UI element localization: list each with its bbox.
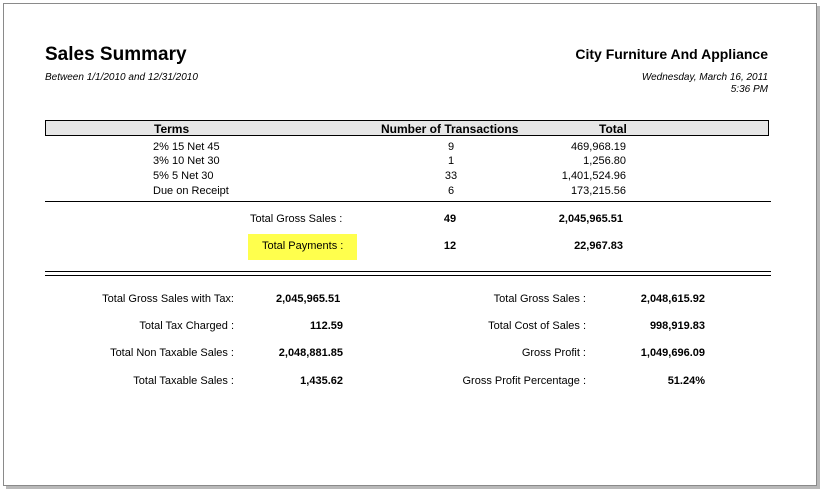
row-total: 1,256.80	[583, 155, 626, 167]
gross-sales-total: 2,045,965.51	[558, 213, 623, 225]
column-header-terms: Terms	[154, 122, 190, 136]
table-row	[45, 170, 769, 184]
summary-left-label: Total Tax Charged :	[139, 320, 234, 332]
summary-left-value: 112.59	[309, 320, 343, 332]
double-divider-bottom	[45, 275, 771, 276]
table-row	[45, 185, 769, 199]
row-count: 1	[447, 155, 455, 167]
gross-sales-label: Total Gross Sales :	[250, 213, 343, 225]
summary-right-label: Gross Profit :	[521, 347, 586, 359]
summary-left-label: Total Taxable Sales :	[133, 375, 234, 387]
row-count: 9	[447, 141, 455, 153]
row-terms: 5% 5 Net 30	[153, 170, 214, 182]
column-header-total: Total	[599, 122, 627, 136]
payments-count: 12	[443, 240, 457, 252]
gross-sales-count: 49	[443, 213, 457, 225]
report-page	[3, 3, 817, 486]
table-row	[45, 141, 769, 155]
summary-left-label: Total Gross Sales with Tax:	[102, 293, 234, 305]
row-count: 6	[447, 185, 455, 197]
summary-left-value: 2,048,881.85	[278, 347, 343, 359]
row-total: 1,401,524.96	[561, 170, 626, 182]
report-date: Wednesday, March 16, 2011	[641, 72, 768, 83]
table-row	[45, 155, 769, 169]
divider	[45, 201, 771, 202]
double-divider-top	[45, 271, 771, 272]
report-title: Sales Summary	[45, 44, 187, 65]
summary-right-label: Total Cost of Sales :	[488, 320, 586, 332]
company-name: City Furniture And Appliance	[575, 46, 768, 62]
row-terms: Due on Receipt	[153, 185, 229, 197]
row-terms: 3% 10 Net 30	[153, 155, 220, 167]
summary-right-value: 2,048,615.92	[640, 293, 705, 305]
row-total: 469,968.19	[570, 141, 626, 153]
summary-right-label: Total Gross Sales :	[493, 293, 586, 305]
payments-label: Total Payments :	[262, 240, 344, 252]
payments-total: 22,967.83	[574, 240, 623, 252]
summary-right-value: 998,919.83	[649, 320, 705, 332]
summary-left-value: 2,045,965.51	[276, 293, 341, 305]
table-header	[45, 120, 769, 136]
summary-left-label: Total Non Taxable Sales :	[110, 347, 234, 359]
summary-right-label: Gross Profit Percentage :	[462, 375, 586, 387]
summary-right-value: 51.24%	[667, 375, 705, 387]
row-count: 33	[444, 170, 458, 182]
report-time: 5:36 PM	[730, 84, 768, 95]
report-date-range: Between 1/1/2010 and 12/31/2010	[45, 72, 198, 83]
row-total: 173,215.56	[570, 185, 626, 197]
summary-right-value: 1,049,696.09	[640, 347, 705, 359]
row-terms: 2% 15 Net 45	[153, 141, 220, 153]
summary-left-value: 1,435.62	[300, 375, 343, 387]
column-header-transactions: Number of Transactions	[381, 122, 519, 136]
